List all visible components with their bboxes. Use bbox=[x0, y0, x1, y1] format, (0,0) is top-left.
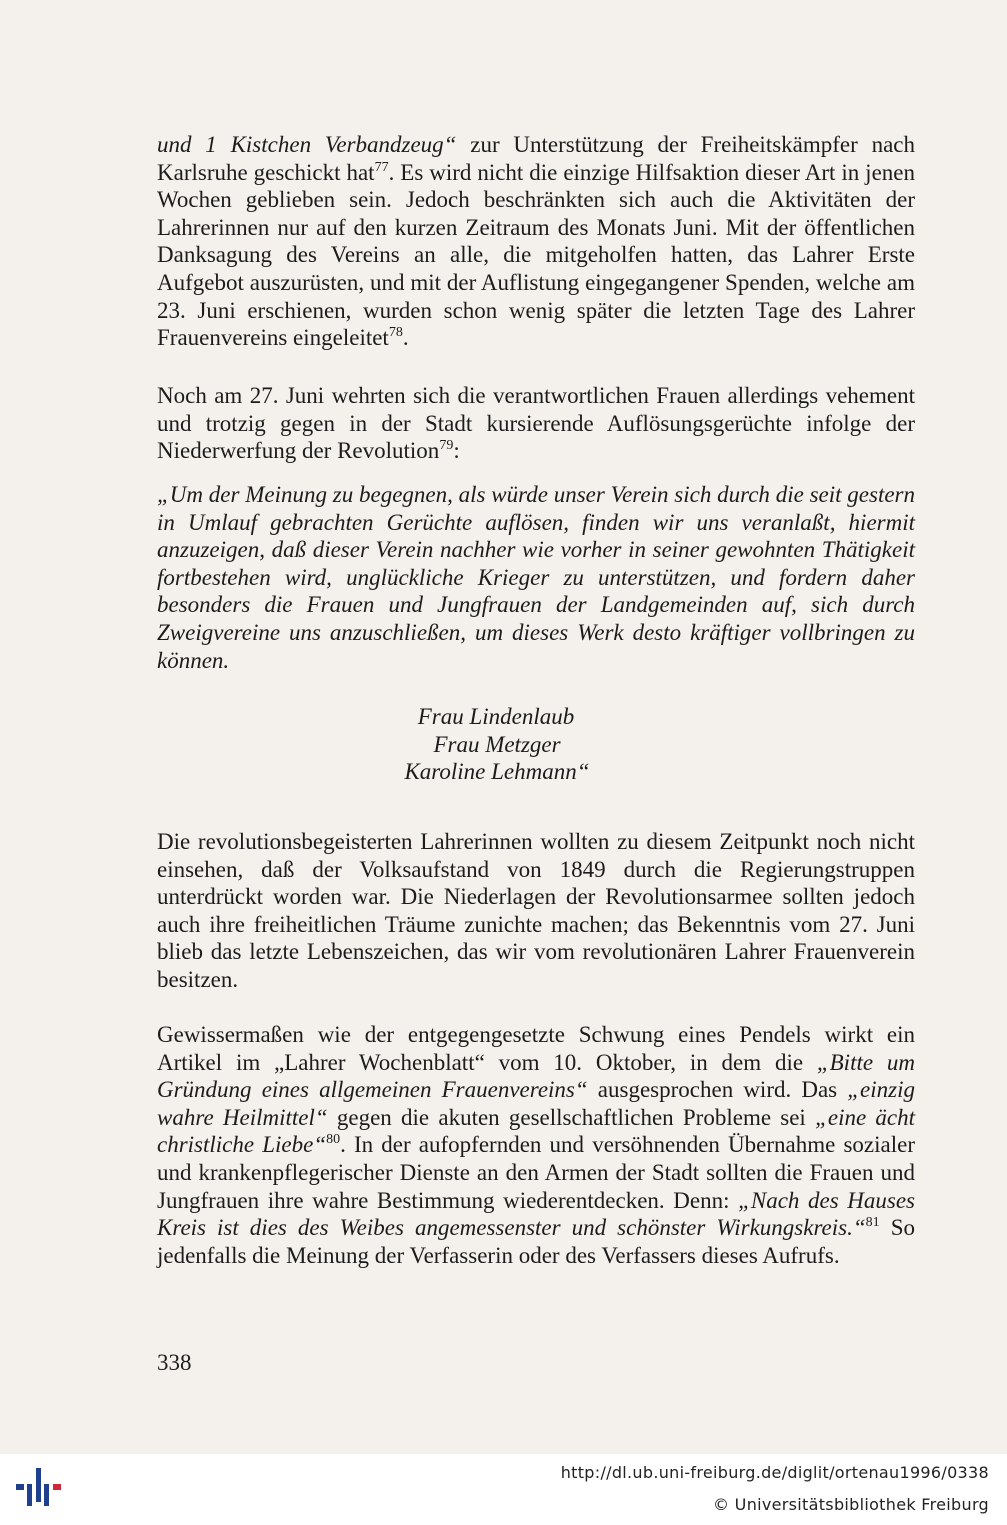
p4-italic-liebe: „eine ächt christliche Liebe“ bbox=[157, 1104, 915, 1158]
p4-text-c: ausgesprochen wird. Das bbox=[587, 1077, 848, 1103]
signature-metzger: Frau Metzger bbox=[433, 731, 561, 757]
p2-text-a: Noch am 27. Juni wehrten sich die verantwortlichen Frauen allerdings vehement und trotzig gegen in der Stadt kursierende Auflösungsgerüchte infolge der Niederwerfung der Revolution bbox=[157, 383, 915, 464]
footnote-80: 80 bbox=[326, 1132, 341, 1148]
paragraph-2 bbox=[157, 382, 915, 465]
p4-text-g: . In der aufopfernden und versöhnenden Übernahme sozialer und krankenpflegerischer Dienste an den Armen der Stadt sollten die Frauen und Jungfrauen ihre wahre Bestimmung wiederentdecken. Denn: bbox=[157, 1132, 915, 1213]
footnote-78: 78 bbox=[388, 325, 403, 341]
paragraph-1 bbox=[157, 131, 915, 352]
ub-freiburg-logo-icon[interactable] bbox=[14, 1466, 64, 1512]
footnote-79: 79 bbox=[439, 438, 454, 454]
p1-text-b: . Es wird nicht die einzige Hilfsaktion dieser Art in jenen Wochen geblieben sein. Jedoch beschränkten sich auch die Aktivitäten der Lahrerinnen nur auf den kurzen Zeitraum des Monats Juni. Mit der öffentlichen Danksagung des Vereins an alle, die mitgeholfen hatten, das Lahrer Erste Aufgebot auszurüsten, und mit der Auflistung eingegangener Spenden, welche am 23. Juni erschienen, wurden schon wenig später die letzten Tage des Lahrer Frauenvereins eingeleitet bbox=[157, 159, 915, 351]
signature-lindenlaub: Frau Lindenlaub bbox=[417, 704, 575, 729]
footnote-77: 77 bbox=[374, 159, 389, 175]
footer-copyright: © Universitätsbibliothek Freiburg bbox=[713, 1495, 989, 1514]
p4-text-i: So jedenfalls die Meinung der Verfasserin oder des Verfassers dieses Aufrufs. bbox=[157, 1215, 915, 1268]
signature-lehmann: Karoline Lehmann“ bbox=[404, 759, 590, 785]
p2-text-b: : bbox=[453, 438, 460, 464]
p4-text-e: gegen die akuten gesellschaftlichen Probleme sei bbox=[327, 1104, 816, 1130]
signatures bbox=[157, 703, 915, 786]
block-quote bbox=[157, 481, 915, 674]
paragraph-4 bbox=[157, 1021, 915, 1269]
footnote-81: 81 bbox=[865, 1215, 880, 1231]
p1-text-a: zur Unterstützung der Freiheitskämpfer nach Karlsruhe geschickt hat bbox=[157, 132, 915, 185]
p3-text: Die revolutionsbegeisterten Lahrerinnen wollten zu diesem Zeitpunkt noch nicht einsehen, daß der Volksaufstand von 1849 durch die Regierungstruppen unterdrückt worden war. Die Niederlagen der Revolutionsarmee sollten jedoch auch ihre freiheitlichen Träume zunichte machen; das Bekenntnis vom 27. Juni blieb das letzte Lebenszeichen, das wir vom revolutionären Lahrer Frauenverein besitzen. bbox=[157, 829, 915, 992]
footer-url-link[interactable]: http://dl.ub.uni-freiburg.de/diglit/ortenau1996/0338 bbox=[560, 1463, 989, 1482]
p4-italic-bitte: „Bitte um Gründung eines allgemeinen Frauenvereins“ bbox=[157, 1049, 915, 1103]
p1-italic-start: und 1 Kistchen Verbandzeug“ bbox=[157, 132, 457, 157]
p1-text-c: . bbox=[402, 325, 409, 351]
quote-text: „Um der Meinung zu begegnen, als würde unser Verein sich durch die seit gestern in Umlauf gebrachten Gerüchte auflösen, finden wir uns veranlaßt, hiermit anzuzeigen, daß dieser Verein nachher wie vorher in seiner gewohnten Thätigkeit fortbestehen wird, unglückliche Krieger zu unterstützen, und fordern daher besonders die Frauen und Jungfrauen der Landgemeinden auf, sich durch Zweigvereine uns anzuschließen, um dieses Werk desto kräftiger vollbringen zu können. bbox=[157, 482, 915, 673]
p4-italic-hauses: „Nach des Hauses Kreis ist dies des Weibes angemessenster und schönster Wirkungskreis.“ bbox=[157, 1187, 915, 1241]
paragraph-3 bbox=[157, 828, 915, 994]
p4-text-a: Gewissermaßen wie der entgegengesetzte Schwung eines Pendels wirkt ein Artikel im „Lahrer Wochenblatt“ vom 10. Oktober, in dem die bbox=[157, 1022, 915, 1075]
page-number: 338 bbox=[157, 1350, 192, 1375]
p4-italic-heilmittel: „einzig wahre Heilmittel“ bbox=[157, 1077, 915, 1130]
